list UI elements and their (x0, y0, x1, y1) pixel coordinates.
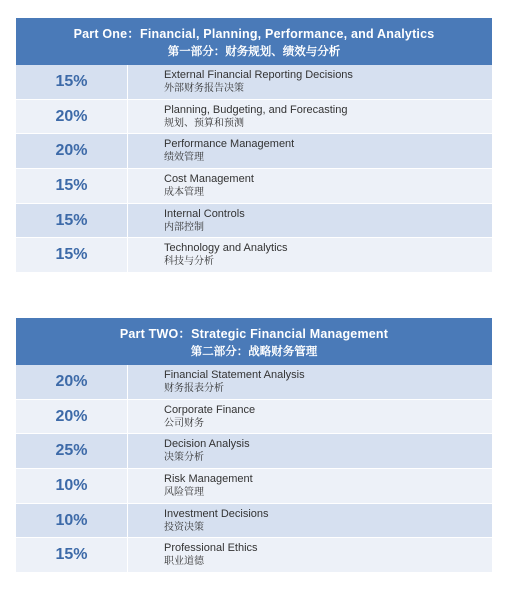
weight-percent: 20% (16, 134, 128, 168)
table-row (16, 134, 492, 169)
topic-title-en: Planning, Budgeting, and Forecasting (164, 103, 348, 116)
topic-title-en: Professional Ethics (164, 542, 258, 555)
weight-percent: 15% (16, 65, 128, 99)
topic-title-cn: 外部财务报告决策 (164, 82, 244, 94)
table-row (16, 65, 492, 100)
part-two-rows (16, 365, 492, 573)
topic-cell (128, 400, 492, 434)
part-two-header (16, 318, 492, 365)
table-row (16, 538, 492, 573)
topic-title-cn: 绩效管理 (164, 152, 204, 164)
table-row (16, 238, 492, 273)
topic-title-en: Decision Analysis (164, 438, 250, 451)
part-one-title-en: Part One：Financial, Planning, Performance, and Analytics (73, 27, 435, 41)
topic-title-cn: 财务报表分析 (164, 382, 224, 394)
topic-title-en: Risk Management (164, 472, 253, 485)
table-row (16, 365, 492, 400)
weight-percent: 15% (16, 204, 128, 238)
topic-title-cn: 风险管理 (164, 486, 204, 498)
topic-title-cn: 决策分析 (164, 452, 204, 464)
topic-cell (128, 538, 492, 572)
topic-title-cn: 科技与分析 (164, 256, 214, 268)
weight-percent: 20% (16, 400, 128, 434)
weight-percent: 20% (16, 100, 128, 134)
topic-title-cn: 投资决策 (164, 521, 204, 533)
topic-title-en: Internal Controls (164, 207, 245, 220)
topic-title-en: Investment Decisions (164, 507, 269, 520)
topic-cell (128, 65, 492, 99)
part-two-title-en: Part TWO：Strategic Financial Management (119, 327, 389, 341)
topic-title-cn: 职业道德 (164, 556, 204, 568)
topic-cell (128, 169, 492, 203)
topic-cell (128, 100, 492, 134)
weight-percent: 10% (16, 504, 128, 538)
topic-title-en: Performance Management (164, 138, 295, 151)
part-two-table (16, 318, 492, 573)
topic-title-cn: 规划、预算和预测 (164, 117, 244, 129)
table-row (16, 169, 492, 204)
table-row (16, 100, 492, 135)
part-one-title-cn: 第一部分：财务规划、绩效与分析 (167, 44, 341, 58)
topic-cell (128, 238, 492, 272)
table-row (16, 434, 492, 469)
part-one-table (16, 18, 492, 273)
topic-title-en: External Financial Reporting Decisions (164, 68, 353, 81)
topic-title-cn: 公司财务 (164, 417, 204, 429)
topic-cell (128, 365, 492, 399)
table-row (16, 400, 492, 435)
topic-cell (128, 434, 492, 468)
part-two-title-cn: 第二部分：战略财务管理 (190, 344, 318, 358)
part-one-header (16, 18, 492, 65)
weight-percent: 20% (16, 365, 128, 399)
table-row (16, 469, 492, 504)
topic-title-cn: 内部控制 (164, 221, 204, 233)
topic-title-en: Cost Management (164, 172, 254, 185)
weight-percent: 15% (16, 538, 128, 572)
part-one-rows (16, 65, 492, 273)
topic-cell (128, 469, 492, 503)
topic-cell (128, 134, 492, 168)
topic-cell (128, 204, 492, 238)
weight-percent: 25% (16, 434, 128, 468)
topic-title-cn: 成本管理 (164, 186, 204, 198)
topic-cell (128, 504, 492, 538)
table-row (16, 504, 492, 539)
weight-percent: 15% (16, 238, 128, 272)
table-row (16, 204, 492, 239)
weight-percent: 15% (16, 169, 128, 203)
topic-title-en: Corporate Finance (164, 403, 256, 416)
topic-title-en: Technology and Analytics (164, 242, 288, 255)
topic-title-en: Financial Statement Analysis (164, 368, 305, 381)
weight-percent: 10% (16, 469, 128, 503)
